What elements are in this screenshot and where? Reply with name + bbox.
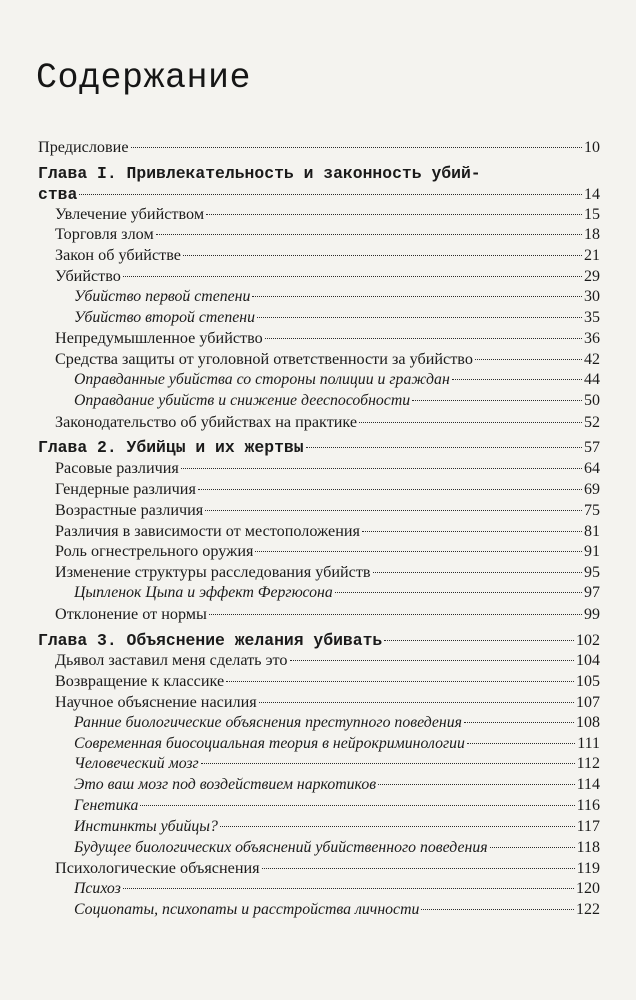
toc-entry xyxy=(38,288,600,309)
toc-entry-title: Убийство первой степени xyxy=(74,287,251,305)
toc-entry-title: Инстинкты убийцы? xyxy=(74,817,218,835)
toc-page-number: 44 xyxy=(584,370,600,388)
toc-page-number: 10 xyxy=(584,139,600,156)
dot-leader xyxy=(198,489,582,490)
dot-leader xyxy=(362,531,582,532)
toc-entry xyxy=(38,755,600,776)
toc-entry xyxy=(38,880,600,901)
toc-entry-title: Возрастные различия xyxy=(55,500,204,519)
dot-leader xyxy=(79,194,582,195)
dot-leader xyxy=(467,743,575,744)
dot-leader xyxy=(290,660,575,661)
toc-page-number: 114 xyxy=(576,776,600,794)
toc-entry xyxy=(38,480,600,501)
toc-page-number: 104 xyxy=(576,652,600,670)
toc-entry-title: Генетика xyxy=(74,796,139,814)
toc-entry-title: Торговля злом xyxy=(55,225,154,244)
toc-page-number: 91 xyxy=(584,543,600,561)
toc-entry-title: Глава 2. Убийцы и их жертвы xyxy=(38,438,304,458)
toc-page-number: 111 xyxy=(577,734,600,752)
dot-leader xyxy=(226,681,574,682)
toc-entry-title: Социопаты, психопаты и расстройства личности xyxy=(74,900,420,918)
dot-leader xyxy=(475,359,582,360)
toc-entry xyxy=(38,651,600,672)
toc-entry xyxy=(38,735,600,756)
toc-entry xyxy=(38,839,600,860)
toc-entry-title: Ранние биологические объяснения преступного поведения xyxy=(74,713,462,731)
toc-entry xyxy=(38,693,600,714)
toc-page-number: 64 xyxy=(584,460,600,478)
dot-leader xyxy=(359,422,582,423)
toc-page-number: 108 xyxy=(576,713,600,731)
toc-page-number: 18 xyxy=(584,226,600,244)
dot-leader xyxy=(384,640,574,641)
toc-page-number: 42 xyxy=(584,351,600,369)
toc-entry xyxy=(38,776,600,797)
dot-leader xyxy=(412,400,582,401)
toc-entry xyxy=(38,371,600,392)
dot-leader xyxy=(255,551,582,552)
toc-page-number: 81 xyxy=(584,522,600,540)
toc-entry-title: Закон об убийстве xyxy=(55,246,181,265)
toc-page-number: 50 xyxy=(584,391,600,409)
toc-entry-title: Это ваш мозг под воздействием наркотиков xyxy=(74,776,377,794)
toc-entry-title: Роль огнестрельного оружия xyxy=(55,542,254,561)
toc-page-number: 97 xyxy=(584,583,600,601)
toc-chapter-heading xyxy=(38,185,600,205)
toc-entry xyxy=(38,413,600,434)
toc-entry-title: Средства защиты от уголовной ответственности за убийство xyxy=(55,350,473,369)
toc-entry-title: Непредумышленное убийство xyxy=(55,329,263,348)
toc-entry-title: Увлечение убийством xyxy=(55,204,205,223)
toc-page-number: 29 xyxy=(584,267,600,285)
toc-entry-title: Психоз xyxy=(74,880,121,898)
toc-page-number: 122 xyxy=(576,900,600,918)
toc-entry xyxy=(38,350,600,371)
toc-entry-title: Предисловие xyxy=(38,138,129,156)
toc-page-number: 117 xyxy=(576,817,600,835)
toc-chapter-heading xyxy=(38,631,600,652)
dot-leader xyxy=(490,847,575,848)
toc-entry xyxy=(38,267,600,288)
toc-entry-title: Гендерные различия xyxy=(55,479,196,498)
toc-entry xyxy=(38,225,600,246)
toc-entry xyxy=(38,138,600,159)
dot-leader xyxy=(205,510,582,511)
toc-page-number: 36 xyxy=(584,330,600,348)
toc-entry xyxy=(38,205,600,226)
toc-entry-title: Глава I. Привлекательность и законность убий- xyxy=(38,163,481,183)
toc-page-number: 69 xyxy=(584,480,600,498)
dot-leader xyxy=(131,147,582,148)
toc-page-number: 75 xyxy=(584,501,600,519)
toc-entry-title: Расовые различия xyxy=(55,459,179,478)
toc-entry-title: Убийство xyxy=(55,266,121,285)
toc-entry xyxy=(38,859,600,880)
toc-page-number: 14 xyxy=(584,185,600,203)
toc-entry-title: Дьявол заставил меня сделать это xyxy=(55,651,288,670)
dot-leader xyxy=(259,702,574,703)
toc-page-number: 119 xyxy=(576,860,600,878)
toc-entry xyxy=(38,605,600,626)
toc-page-number: 118 xyxy=(576,838,600,856)
dot-leader xyxy=(306,447,582,448)
toc-entry xyxy=(38,901,600,922)
toc-entry xyxy=(38,501,600,522)
dot-leader xyxy=(123,888,574,889)
dot-leader xyxy=(201,763,575,764)
toc-entry xyxy=(38,797,600,818)
toc-entry-title: Оправдание убийств и снижение дееспособности xyxy=(74,391,411,409)
toc-entry-title: Возвращение к классике xyxy=(55,672,225,691)
toc-page-number: 95 xyxy=(584,564,600,582)
dot-leader xyxy=(181,468,582,469)
toc-entry xyxy=(38,246,600,267)
dot-leader xyxy=(452,379,582,380)
dot-leader xyxy=(464,722,574,723)
toc-entry xyxy=(38,309,600,330)
toc-page-number: 15 xyxy=(584,205,600,223)
toc-entry-title: Будущее биологических объяснений убийственного поведения xyxy=(74,838,488,856)
dot-leader xyxy=(123,276,582,277)
dot-leader xyxy=(183,255,582,256)
toc-entry xyxy=(38,329,600,350)
toc-page-number: 30 xyxy=(584,287,600,305)
toc-entry-title: Отклонение от нормы xyxy=(55,604,207,623)
toc-chapter-heading xyxy=(38,164,600,185)
toc-entry-title: Человеческий мозг xyxy=(74,755,199,773)
toc-entry xyxy=(38,392,600,413)
toc-page-number: 99 xyxy=(584,605,600,623)
dot-leader xyxy=(156,234,582,235)
dot-leader xyxy=(373,572,582,573)
toc-entry xyxy=(38,818,600,839)
toc-entry-title: Глава 3. Объяснение желания убивать xyxy=(38,630,383,650)
toc-entry xyxy=(38,672,600,693)
dot-leader xyxy=(252,296,582,297)
toc-entry-title: Законодательство об убийствах на практике xyxy=(55,412,358,431)
toc-entry-title: Оправданные убийства со стороны полиции и граждан xyxy=(74,370,450,388)
toc-entry xyxy=(38,563,600,584)
dot-leader xyxy=(209,614,582,615)
toc-entry-title: Изменение структуры расследования убийств xyxy=(55,563,371,582)
toc-page-number: 112 xyxy=(576,755,600,773)
toc-page-number: 116 xyxy=(576,796,600,814)
toc-page-number: 35 xyxy=(584,308,600,326)
toc-page-number: 105 xyxy=(576,673,600,691)
dot-leader xyxy=(220,826,575,827)
dot-leader xyxy=(265,338,582,339)
dot-leader xyxy=(262,868,575,869)
toc-entry-title: Убийство второй степени xyxy=(74,308,255,326)
dot-leader xyxy=(335,592,582,593)
toc-page-number: 57 xyxy=(584,439,600,457)
table-of-contents xyxy=(38,138,600,922)
toc-page-number: 102 xyxy=(576,631,600,649)
toc-entry xyxy=(38,459,600,480)
toc-entry-title: Психологические объяснения xyxy=(55,859,260,878)
toc-entry-title: Цыпленок Цыпа и эффект Фергюсона xyxy=(74,583,333,601)
dot-leader xyxy=(257,317,582,318)
toc-page-number: 52 xyxy=(584,413,600,431)
toc-page-number: 21 xyxy=(584,247,600,265)
toc-entry-title: Различия в зависимости от местоположения xyxy=(55,521,360,540)
page-title: Содержание xyxy=(36,58,252,98)
toc-entry-title: Научное объяснение насилия xyxy=(55,692,257,711)
toc-entry-title: ства xyxy=(38,184,78,204)
toc-page-number: 120 xyxy=(576,880,600,898)
dot-leader xyxy=(140,805,574,806)
dot-leader xyxy=(206,214,582,215)
toc-entry-title: Современная биосоциальная теория в нейрокриминологии xyxy=(74,734,465,752)
dot-leader xyxy=(378,784,575,785)
toc-chapter-heading xyxy=(38,438,600,459)
toc-entry xyxy=(38,542,600,563)
toc-entry xyxy=(38,584,600,605)
toc-entry xyxy=(38,522,600,543)
toc-entry xyxy=(38,714,600,735)
dot-leader xyxy=(421,909,574,910)
toc-page-number: 107 xyxy=(576,693,600,711)
